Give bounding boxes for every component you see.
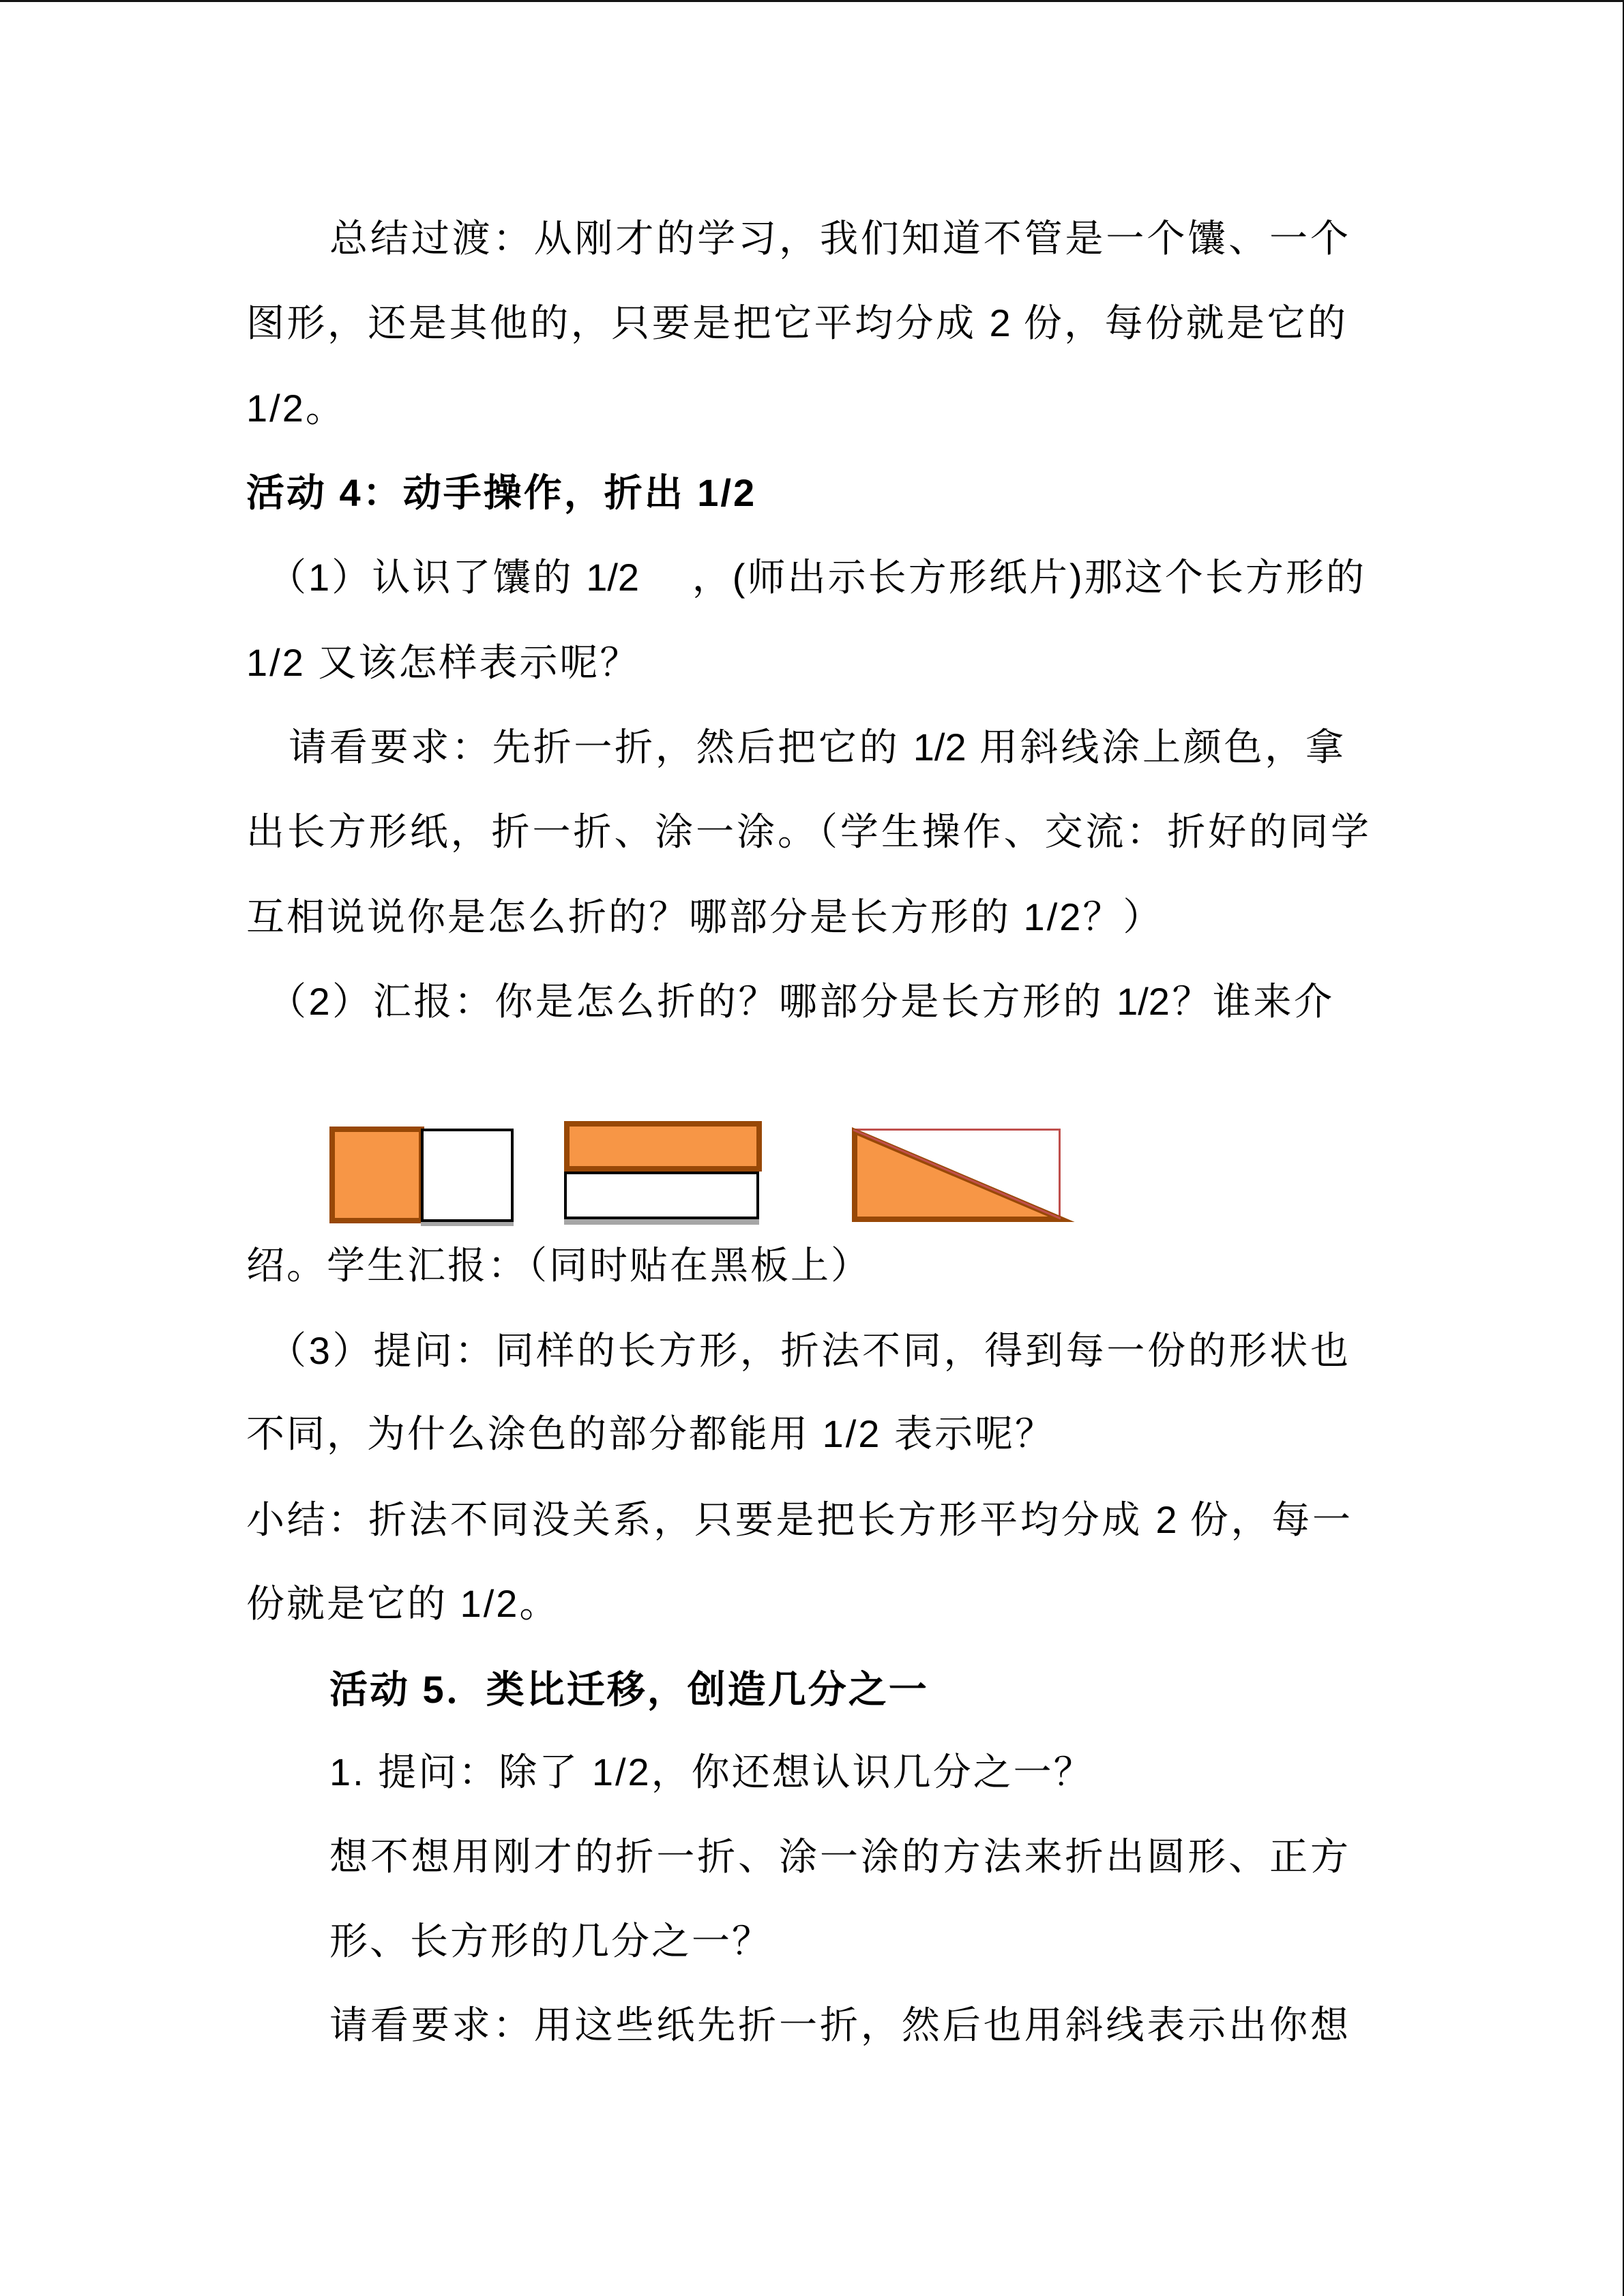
page-top-border xyxy=(0,0,1624,2)
shaded-left-half xyxy=(332,1129,422,1221)
activity-4-step-2-line-1: （2）汇报：你是怎么折的？哪部分是长方形的 1/2？谁来介 xyxy=(268,980,1332,1023)
activity-4-requirement-line-1: 请看要求：先折一折，然后把它的 1/2 用斜线涂上颜色，拿 xyxy=(289,726,1344,769)
activity-4-heading: 活动 4：动手操作，折出 1/2 xyxy=(246,471,757,514)
unshaded-right-half xyxy=(422,1130,512,1221)
summary-transition-line-2: 图形，还是其他的，只要是把它平均分成 2 份，每份就是它的 xyxy=(246,301,1346,344)
activity-4-step-3-line-1: （3）提问：同样的长方形，折法不同，得到每一份的形状也 xyxy=(268,1329,1348,1372)
summary-transition-line-1: 总结过渡：从刚才的学习，我们知道不管是一个馕、一个 xyxy=(329,217,1348,260)
activity-4-summary-line-1: 小结：折法不同没关系，只要是把长方形平均分成 2 份，每一 xyxy=(246,1498,1350,1541)
activity-5-prompt-line-1: 想不想用刚才的折一折、涂一涂的方法来折出圆形、正方 xyxy=(329,1835,1348,1878)
activity-4-step-1-line-1: （1）认识了馕的 1/2 ，(师出示长方形纸片)那这个长方形的 xyxy=(268,556,1364,599)
shaded-top-half xyxy=(567,1124,759,1169)
figure-diagonal-fold xyxy=(853,1130,1062,1220)
activity-5-requirement-line-1: 请看要求：用这些纸先折一折，然后也用斜线表示出你想 xyxy=(329,2003,1348,2046)
fold-figures xyxy=(321,1112,1091,1234)
activity-4-step-1-line-2: 1/2 又该怎样表示呢？ xyxy=(246,641,640,684)
summary-transition-line-3: 1/2。 xyxy=(246,387,346,430)
unshaded-bottom-half xyxy=(565,1173,758,1218)
activity-4-summary-line-2: 份就是它的 1/2。 xyxy=(246,1582,560,1625)
activity-4-requirement-line-2: 出长方形纸，折一折、涂一涂。（学生操作、交流：折好的同学 xyxy=(246,810,1369,853)
activity-4-step-3-line-2: 不同，为什么涂色的部分都能用 1/2 表示呢？ xyxy=(246,1412,1055,1455)
figure-horizontal-fold xyxy=(564,1124,759,1225)
figure-vertical-fold xyxy=(332,1129,514,1226)
activity-5-prompt-line-2: 形、长方形的几分之一？ xyxy=(329,1920,772,1963)
activity-4-step-2-line-2: 绍。学生汇报：（同时贴在黑板上） xyxy=(246,1244,871,1287)
activity-4-requirement-line-3: 互相说说你是怎么折的？哪部分是长方形的 1/2？） xyxy=(246,895,1164,938)
activity-5-question-1: 1. 提问：除了 1/2，你还想认识几分之一？ xyxy=(329,1750,1094,1793)
activity-5-heading: 活动 5．类比迁移，创造几分之一 xyxy=(329,1668,929,1711)
